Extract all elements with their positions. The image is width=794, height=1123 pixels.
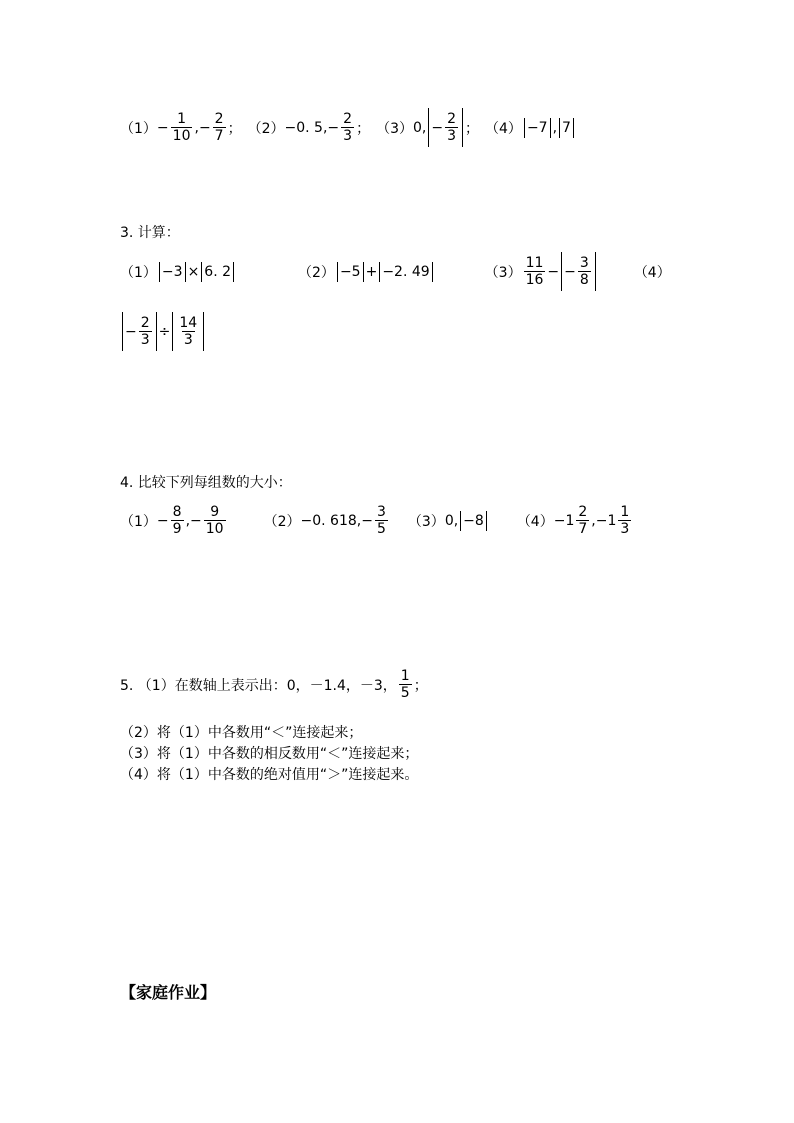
q4-p4-frac-b-den: 3: [620, 521, 630, 538]
q3-p2-a: −5: [339, 263, 361, 280]
q3-p3-frac: [524, 255, 546, 288]
q4-p2-label: （2）: [263, 513, 301, 530]
q4-parts-line: [120, 504, 633, 537]
q5-line1-frac: [399, 668, 412, 701]
q3-p1-label: （1）: [120, 264, 157, 281]
q2-p3-abs: [428, 108, 463, 147]
q2-p2-frac: [341, 111, 354, 144]
q2-p1-label: （1）: [120, 120, 157, 137]
q3-p2-abs-a: [337, 262, 364, 282]
q5-line4-text: （4）将（1）中各数的绝对值用“＞”连接起来。: [120, 767, 419, 783]
q3-p2-abs-b: [379, 262, 432, 282]
q3-p2-b: −2. 49: [382, 263, 430, 280]
q3-p4-neg: −: [125, 323, 137, 340]
q2-p4-abs-b: [559, 118, 574, 138]
q4-p4-a-int: −1: [553, 512, 575, 529]
q2-p1-frac1-num: 1: [177, 111, 187, 127]
q4-p1-neg1: −: [156, 512, 169, 529]
q4-p1-label: （1）: [120, 513, 157, 530]
q2-p1-frac2-num: 2: [214, 111, 224, 127]
q4-p4-frac-a-num: 2: [578, 504, 588, 520]
q3-p3-abs: [561, 252, 596, 291]
q5-line1-frac-num: 1: [400, 668, 410, 684]
q5-line1-frac-den: 5: [400, 685, 410, 702]
q5-line4: [120, 764, 418, 784]
q3-p3-frac2: [578, 255, 591, 288]
q3-p4-op: ÷: [158, 323, 171, 340]
q5-line3-text: （3）将（1）中各数的相反数用“＜”连接起来；: [120, 746, 419, 762]
q2-p4-a: −7: [526, 119, 548, 136]
q2-p1-sep: ,: [194, 119, 199, 136]
q3-p3-neg: −: [564, 263, 576, 280]
q2-p3-frac-num: 2: [447, 111, 457, 127]
q3-p3-frac2-den: 8: [579, 272, 589, 289]
q4-p2-frac-num: 3: [376, 504, 386, 520]
q3-p1-abs-a: [159, 262, 186, 282]
q2-p1-frac1-den: 10: [172, 128, 191, 145]
q2-p2-a: −0. 5,: [284, 119, 328, 136]
q3-p1-op: ×: [187, 263, 200, 280]
q3-p3-label: （3）: [484, 264, 522, 281]
q2-p3-a: 0,: [413, 119, 427, 136]
q3-p3-op: −: [547, 263, 560, 280]
q4-p1-frac2: [204, 504, 226, 537]
q3-p4-frac-num: 2: [140, 315, 150, 331]
q2-p3-label: （3）: [376, 120, 413, 137]
q4-title-text: 4. 比较下列每组数的大小：: [120, 475, 292, 491]
q2-parts-line: [120, 108, 576, 147]
q2-p4-b: 7: [562, 119, 571, 136]
homework-heading: [120, 980, 216, 1003]
q2-p3-frac: [445, 111, 458, 144]
q4-p1-frac1-den: 9: [172, 521, 182, 538]
q2-p3-end: ；: [465, 120, 480, 137]
q4-p4-label: （4）: [516, 513, 554, 530]
q2-p2-frac-den: 3: [343, 128, 353, 145]
q2-p2-neg: −: [327, 119, 340, 136]
q3-parts-line: [120, 252, 671, 291]
q3-p4-line: [120, 312, 206, 351]
q3-p4-frac2-den: 3: [183, 332, 193, 349]
q2-p4-abs-a: [524, 118, 551, 138]
q2-p1-frac2: [213, 111, 226, 144]
q4-p4-sep: ,: [591, 512, 596, 529]
q4-p4-frac-b: [618, 504, 631, 537]
q2-p1-frac1: [171, 111, 193, 144]
q3-p2-op: +: [365, 263, 378, 280]
q2-p3-neg: −: [431, 119, 444, 136]
q4-p3-b: −8: [463, 512, 484, 529]
q4-p4-frac-a: [576, 504, 589, 537]
q4-p3-a: 0,: [444, 512, 459, 529]
q2-p1-neg1: −: [156, 119, 169, 136]
q4-p2-neg: −: [361, 512, 373, 529]
q4-p1-neg2: −: [190, 512, 202, 529]
q4-p2-frac: [375, 504, 388, 537]
q4-p4-frac-a-den: 7: [578, 521, 588, 538]
q2-p4-sep: ,: [552, 119, 558, 136]
q5-line1: [120, 668, 428, 701]
q5-line1-end: ；: [413, 677, 428, 694]
q2-p2-frac-num: 2: [343, 111, 353, 127]
q5-line2: [120, 722, 362, 742]
q4-p1-sep: ,: [185, 512, 191, 529]
q2-p2-end: ；: [356, 120, 371, 137]
q3-p4-frac-den: 3: [140, 332, 150, 349]
q4-p1-frac2-num: 9: [210, 504, 220, 520]
q3-p3-frac-den: 16: [525, 272, 544, 289]
q2-p4-label: （4）: [485, 120, 522, 137]
q4-p3-abs: [460, 511, 487, 531]
q4-p1-frac1-num: 8: [172, 504, 182, 520]
q3-p4-abs-a: [122, 312, 157, 351]
q3-p4-frac2-num: 14: [179, 315, 198, 331]
q3-p3-frac-num: 11: [525, 255, 544, 271]
q3-title: [120, 222, 180, 242]
q4-title: [120, 472, 292, 492]
q4-p3-label: （3）: [407, 513, 445, 530]
q3-p4-label: （4）: [633, 264, 671, 281]
q4-p4-b-int: −1: [595, 512, 617, 529]
q3-p3-frac2-num: 3: [579, 255, 589, 271]
q4-p4-frac-b-num: 1: [620, 504, 630, 520]
q2-p1-end: ；: [227, 120, 242, 137]
q2-p3-frac-den: 3: [447, 128, 457, 145]
q5-line2-text: （2）将（1）中各数用“＜”连接起来；: [120, 725, 363, 741]
q3-p4-frac2: [177, 315, 199, 348]
homework-title: 【家庭作业】: [120, 983, 217, 1002]
q3-title-text: 3. 计算：: [120, 225, 180, 241]
q2-p2-label: （2）: [247, 120, 285, 137]
q2-p1-frac2-den: 7: [214, 128, 224, 145]
q3-p1-abs-b: [201, 262, 234, 282]
q3-p2-label: （2）: [298, 264, 335, 281]
q4-p2-frac-den: 5: [376, 521, 386, 538]
q5-line3: [120, 743, 418, 763]
q3-p1-a: −3: [161, 263, 183, 280]
q3-p4-abs-b: [172, 312, 204, 351]
q3-p4-frac: [139, 315, 152, 348]
q4-p1-frac1: [171, 504, 184, 537]
q3-p1-b: 6. 2: [204, 263, 232, 280]
q4-p1-frac2-den: 10: [205, 521, 224, 538]
q2-p1-neg2: −: [198, 119, 211, 136]
q4-p2-a: −0. 618,: [300, 512, 362, 529]
q5-line1-prefix: 5. （1）在数轴上表示出：0，－1.4，－3，: [120, 677, 397, 694]
